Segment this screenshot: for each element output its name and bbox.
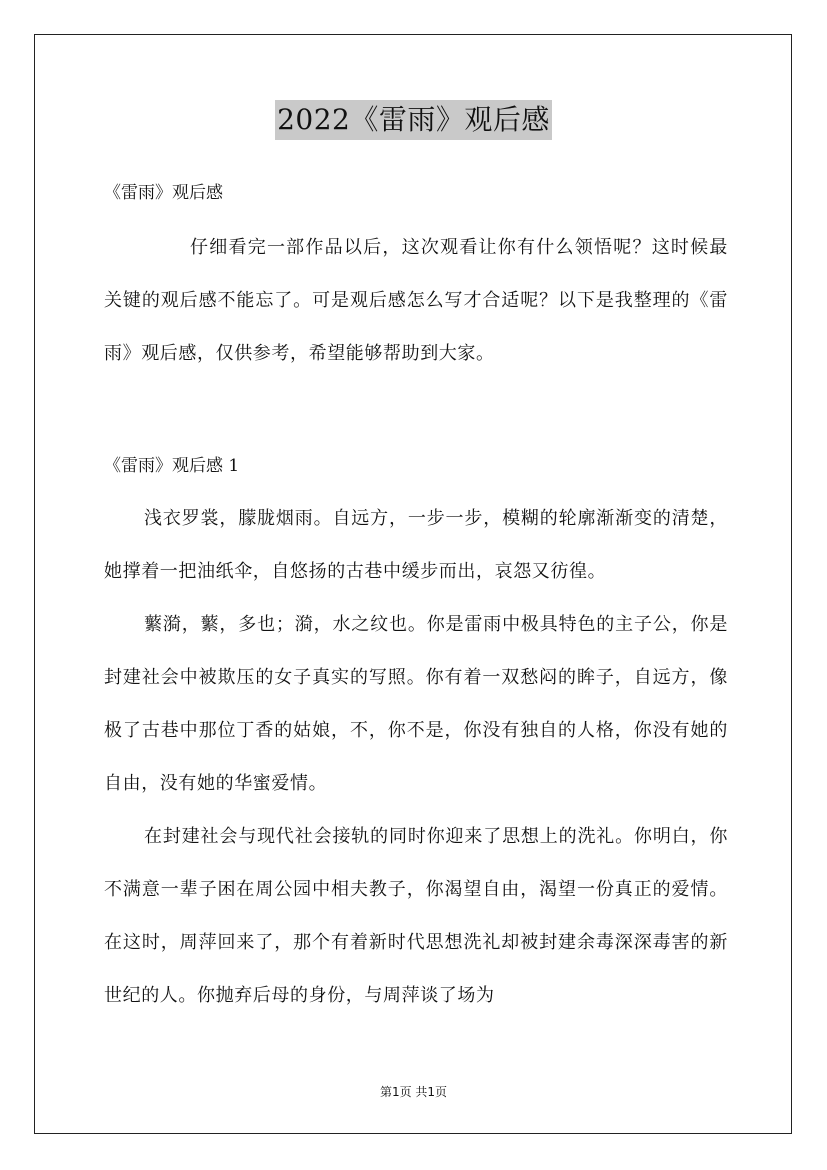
intro-paragraph-block [104,221,728,380]
page-footer [0,1084,827,1100]
document-title: 2022《雷雨》观后感 [275,100,552,140]
intro-paragraph: 仔细看完一部作品以后，这次观看让你有什么领悟呢？这时候最关键的观后感不能忘了。可是观后感怎么写才合适呢？以下是我整理的《雷雨》观后感，仅供参考，希望能够帮助到大家。 [104,237,728,364]
title-container [0,100,827,140]
section1-paragraph-2: 蘩漪，蘩，多也；漪，水之纹也。你是雷雨中极具特色的主子公，你是封建社会中被欺压的女子真实的写照。你有着一双愁闷的眸子，自远方，像极了古巷中那位丁香的姑娘，不，你不是，你没有独自的人格，你没有她的自由，没有她的华蜜爱情。 [104,614,728,794]
section1-body [104,492,728,1022]
intro-heading-block [104,181,728,205]
intro-heading: 《雷雨》观后感 [104,183,223,203]
section1-paragraph-1: 浅衣罗裳，朦胧烟雨。自远方，一步一步，模糊的轮廓渐渐变的清楚，她撑着一把油纸伞，自悠扬的古巷中缓步而出，哀怨又彷徨。 [104,508,728,582]
page-number-label: 第1页 共1页 [379,1085,448,1099]
section1-heading-block [104,454,728,478]
section1-heading: 《雷雨》观后感 1 [104,456,240,476]
section1-paragraph-3: 在封建社会与现代社会接轨的同时你迎来了思想上的洗礼。你明白，你不满意一辈子困在周公园中相夫教子，你渴望自由，渴望一份真正的爱情。在这时，周萍回来了，那个有着新时代思想洗礼却被封建余毒深深毒害的新世纪的人。你抛弃后母的身份，与周萍谈了场为 [104,826,728,1006]
